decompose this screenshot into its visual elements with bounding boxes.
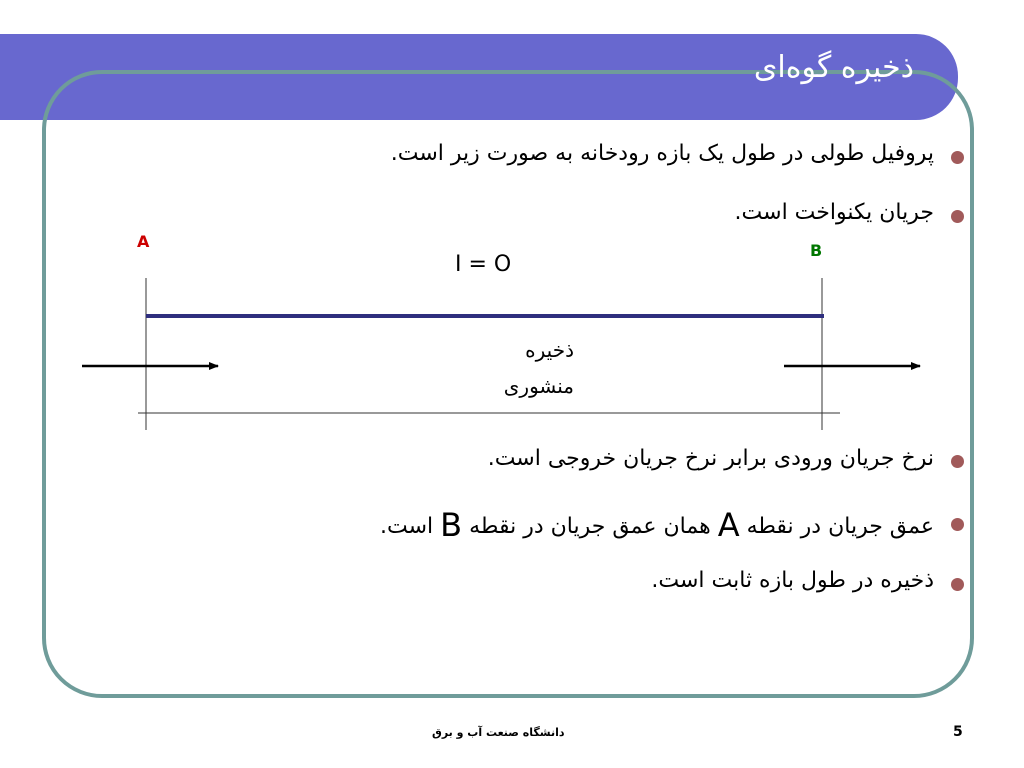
depth-point-b: B bbox=[440, 506, 463, 544]
bullet-storage-constant: ذخیره در طول بازه ثابت است. bbox=[651, 568, 934, 593]
depth-text-pre: عمق جریان در نقطه bbox=[739, 514, 934, 539]
slide-title: ذخیره گوه‌ای bbox=[753, 50, 914, 85]
depth-text-mid: همان عمق جریان در نقطه bbox=[462, 514, 718, 539]
storage-label-line1: ذخیره bbox=[525, 338, 574, 362]
point-a-label: A bbox=[137, 232, 150, 251]
depth-text-post: است. bbox=[380, 514, 441, 539]
storage-label-line2: منشوری bbox=[503, 374, 574, 398]
point-b-label: B bbox=[810, 241, 823, 260]
depth-point-a: A bbox=[717, 506, 740, 544]
bullet-inflow-outflow: نرخ جریان ورودی برابر نرخ جریان خروجی است. bbox=[487, 446, 934, 471]
page-number: 5 bbox=[953, 724, 963, 740]
bullet-dot-icon bbox=[951, 578, 964, 591]
bullet-depth-equal bbox=[380, 506, 934, 544]
bullet-dot-icon bbox=[951, 518, 964, 531]
footer-university: دانشگاه صنعت آب و برق bbox=[432, 726, 565, 739]
bullet-dot-icon bbox=[951, 455, 964, 468]
flow-equation: I = O bbox=[455, 252, 512, 277]
bullet-uniform-flow: جریان یکنواخت است. bbox=[734, 200, 934, 225]
bullet-profile: پروفیل طولی در طول یک بازه رودخانه به صورت زیر است. bbox=[390, 141, 934, 166]
